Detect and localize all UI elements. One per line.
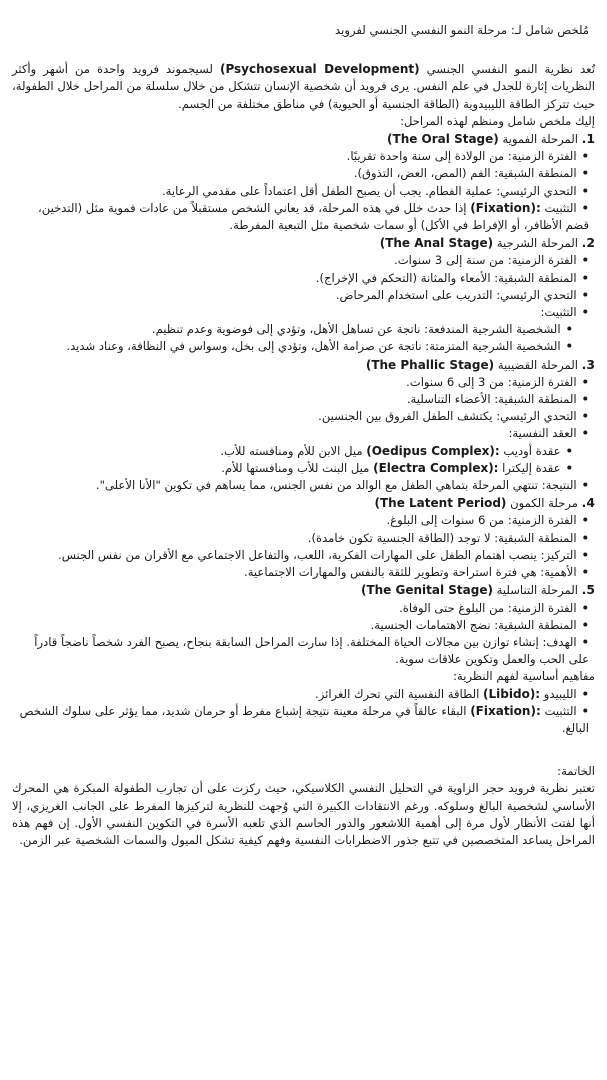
stage-items (12, 148, 595, 234)
item-text: الأمعاء والمثانة (التحكم في الإخراج). (315, 270, 491, 285)
stage-number: 5. (581, 582, 595, 598)
item-text: من 6 سنوات إلى البلوغ. (386, 513, 505, 528)
concept-text: الطاقة النفسية التي تحرك الغرائز. (315, 686, 480, 701)
item-text: من سنة إلى 3 سنوات. (394, 253, 505, 268)
list-item (12, 165, 595, 182)
stage-number: 1. (581, 131, 595, 147)
item-label: المنطقة الشبقية: (494, 617, 577, 632)
item-text: الأعضاء التناسلية. (406, 392, 491, 407)
stage-number: 3. (581, 356, 595, 372)
item-text: يكتشف الطفل الفروق بين الجنسين. (318, 409, 493, 424)
item-label: العقد النفسية: (508, 426, 577, 441)
concepts-heading: مفاهيم أساسية لفهم النظرية: (453, 669, 595, 684)
item-label: النتيجة: (541, 478, 577, 493)
stage-heading (12, 494, 595, 512)
item-text: ناتجة عن صرامة الأهل، وتؤدي إلى بخل، وسواس في النظافة، وعناد شديد. (66, 339, 422, 354)
item-label: الهدف: (542, 634, 577, 649)
item-text: لا توجد (الطاقة الجنسية تكون خامدة). (307, 530, 491, 545)
list-item (12, 564, 595, 581)
item-text: ميل الابن للأم ومنافسته للأب. (220, 443, 363, 458)
stage-heading (12, 581, 595, 599)
intro-before: تُعد نظرية النمو النفسي الجنسي (426, 62, 596, 77)
item-term: (Electra Complex): (373, 460, 499, 475)
concept-label: الليبيدو (543, 686, 577, 701)
item-label: المنطقة الشبقية: (494, 392, 577, 407)
stage-heading (12, 234, 595, 252)
item-text: إنشاء توازن بين مجالات الحياة المختلفة. إذا سارت المراحل السابقة بنجاح، يصبح الفرد شخصاً ناضجاً قادراً على الحب والعمل وتكوين علاقات سوية. (34, 634, 589, 667)
item-label: عقدة أوديب (503, 443, 561, 458)
stage-english-name: (The Oral Stage) (387, 132, 499, 147)
item-text: تنتهي المرحلة بتماهي الطفل مع الوالد من نفس الجنس، مما يساهم في تكوين "الأنا الأعلى". (95, 478, 539, 493)
item-label: التثبيت: (540, 305, 577, 320)
item-text: التدريب على استخدام المرحاض. (335, 287, 493, 302)
list-item (12, 617, 595, 634)
item-text: من 3 إلى 6 سنوات. (406, 374, 505, 389)
item-label: التحدي الرئيسي: (496, 287, 577, 302)
list-item (12, 391, 595, 408)
list-item (12, 477, 595, 494)
stage-english-name: (The Genital Stage) (360, 583, 493, 598)
item-label: الفترة الزمنية: (507, 149, 577, 164)
list-item (12, 512, 595, 529)
item-label: المنطقة الشبقية: (494, 166, 577, 181)
stage-items (12, 252, 595, 355)
stage-heading (12, 130, 595, 148)
stage-english-name: (The Phallic Stage) (365, 357, 495, 372)
item-label: عقدة إليكترا (502, 460, 561, 475)
list-item (12, 547, 595, 564)
stage-number: 2. (581, 235, 595, 251)
lead-line: إليك ملخص شامل ومنظم لهذه المراحل: (400, 113, 595, 128)
stages-list (12, 130, 595, 668)
concept-label: التثبيت (544, 703, 577, 718)
document-title: مُلخص شامل لـ: مرحلة النمو النفسي الجنسي لفرويد (335, 23, 589, 37)
item-label: الفترة الزمنية: (507, 600, 577, 615)
stage-name: المرحلة التناسلية (496, 583, 578, 598)
stage-items (12, 374, 595, 494)
list-item (12, 183, 595, 200)
list-item (12, 443, 595, 460)
stage-name: المرحلة الشرجية (496, 236, 578, 251)
item-text: من الولادة إلى سنة واحدة تقريبًا. (346, 149, 505, 164)
item-label: الشخصية الشرجية المتزمتة: (425, 339, 561, 354)
item-text: إذا حدث خلل في هذه المرحلة، قد يعاني الشخص مستقبلاً من عادات فموية مثل (التدخين، قضم الأظافر، أو الإفراط في الأكل) أو سمات شخصية مثل التبعية المفرطة. (38, 200, 589, 233)
list-item (12, 200, 595, 234)
item-text: عملية الفطام. يجب أن يصبح الطفل أقل اعتماداً على مقدمي الرعاية. (161, 183, 493, 198)
list-item (12, 374, 595, 391)
item-label: المنطقة الشبقية: (494, 530, 577, 545)
item-text: نضج الاهتمامات الجنسية. (370, 617, 491, 632)
item-label: الفترة الزمنية: (507, 374, 577, 389)
item-text: من البلوغ حتى الوفاة. (399, 600, 505, 615)
stage-name: المرحلة القضيبية (497, 357, 578, 372)
item-label: التحدي الرئيسي: (496, 183, 577, 198)
item-term: (Oedipus Complex): (366, 443, 500, 458)
item-label: التثبيت (544, 200, 577, 215)
list-item (12, 321, 595, 338)
list-item (12, 338, 595, 355)
item-label: التركيز: (540, 547, 577, 562)
list-item (12, 408, 595, 425)
concept-item (12, 703, 595, 737)
list-item (12, 252, 595, 269)
concept-text: البقاء عالقاً في مرحلة معينة نتيجة إشباع مفرط أو حرمان شديد، مما يؤثر على سلوك الشخص البالغ. (19, 703, 589, 735)
list-item (12, 634, 595, 668)
intro-term: (Psychosexual Development) (219, 62, 420, 77)
stage-number: 4. (581, 495, 595, 511)
stage-items (12, 600, 595, 669)
list-item (12, 287, 595, 304)
item-label: التحدي الرئيسي: (496, 409, 577, 424)
item-label: الشخصية الشرجية المندفعة: (424, 322, 561, 337)
conclusion-paragraph: تعتبر نظرية فرويد حجر الزاوية في التحليل النفسي الكلاسيكي، حيث ركزت على أن تجارب الطفولة المبكرة هي المحرك الأساسي لشخصية البالغ وسلوكه. ورغم الانتقادات الكبيرة التي وُجهت للنظرية لتركيزها المفرط على الجانب الغريزي، إلا أنها لفتت الأنظار لأول مرة إلى أهمية اللاشعور والدور الحاسم الذي تلعبه الأسرة في التكوين النفسي الأول. إن فهم هذه المراحل يساعد المتخصصين في تتبع جذور الاضطرابات النفسية وفهم كيفية تشكل الميول والسمات الشخصية عبر الزمن. (12, 781, 595, 847)
stage-name: مرحلة الكمون (510, 496, 578, 511)
list-item (12, 425, 595, 442)
concept-term: (Fixation): (470, 703, 541, 718)
stage-english-name: (The Anal Stage) (379, 236, 494, 251)
stage-name: المرحلة الفموية (502, 132, 578, 147)
concepts-list (12, 686, 595, 738)
item-label: الفترة الزمنية: (507, 253, 577, 268)
list-item (12, 148, 595, 165)
item-text: هي فترة استراحة وتطوير للثقة بالنفس والمهارات الاجتماعية. (244, 565, 537, 580)
stage-heading (12, 356, 595, 374)
item-text: الفم (المص، العض، التذوق). (353, 166, 491, 181)
list-item (12, 460, 595, 477)
item-text: ينصب اهتمام الطفل على المهارات الفكرية، اللعب، والتفاعل الاجتماعي مع الأقران من نفس الجنس. (58, 547, 537, 562)
concept-item (12, 686, 595, 703)
list-item (12, 530, 595, 547)
stage-english-name: (The Latent Period) (374, 496, 507, 511)
item-label: الأهمية: (540, 565, 577, 580)
item-label: الفترة الزمنية: (507, 513, 577, 528)
list-item (12, 304, 595, 321)
intro-paragraph (12, 61, 595, 113)
list-item (12, 270, 595, 287)
stage-items (12, 512, 595, 581)
concept-term: (Libido): (483, 686, 541, 701)
item-text: ناتجة عن تساهل الأهل، وتؤدي إلى فوضوية وعدم تنظيم. (151, 322, 421, 337)
intro-after: لسيجموند فرويد واحدة من أشهر وأكثر النظريات إثارة للجدل في علم النفس. يرى فرويد أن شخصية الإنسان تتشكل من خلال سلسلة من المراحل خلال الطفولة، حيث تتركز الطاقة الليبيدوية (الطاقة الجنسية أو الحيوية) في مناطق مختلفة من الجسم. (12, 62, 595, 111)
list-item (12, 600, 595, 617)
conclusion-heading: الخاتمة: (557, 764, 595, 779)
item-text: ميل البنت للأب ومنافستها للأم. (221, 460, 370, 475)
item-label: المنطقة الشبقية: (494, 270, 577, 285)
item-term: (Fixation): (470, 200, 541, 215)
